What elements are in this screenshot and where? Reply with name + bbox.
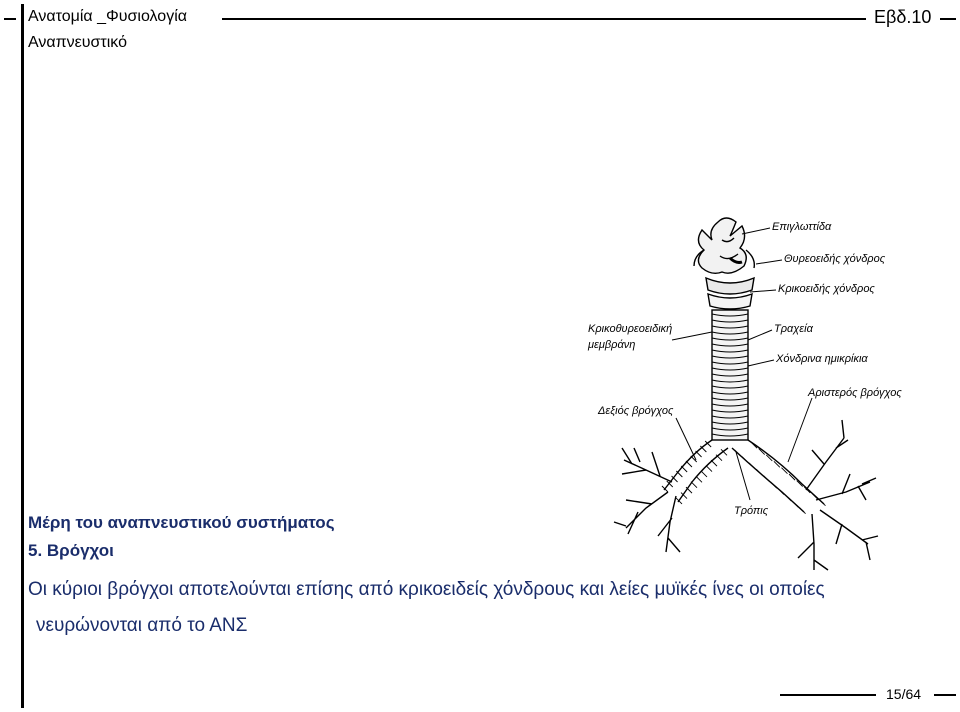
- label-cartilage-rings: Χόνδρινα ημικρίκια: [776, 353, 868, 365]
- bronchial-ring: [800, 508, 806, 514]
- label-trachea: Τραχεία: [774, 323, 813, 335]
- bronchial-ring: [701, 471, 707, 477]
- bronchial-ring: [696, 476, 702, 482]
- label-right-bronchus: Δεξιός βρόγχος: [598, 405, 674, 417]
- body-text-line-2: νευρώνονται από το ΑΝΣ: [36, 615, 248, 636]
- bronchial-ring: [785, 495, 791, 501]
- header-left-dash: [4, 18, 16, 20]
- footer-rule: [780, 694, 876, 696]
- left-vertical-rule: [21, 4, 24, 708]
- footer-right-dash: [934, 694, 956, 696]
- larynx-illustration: [694, 218, 754, 309]
- section-subtitle: 5. Βρόγχοι: [28, 541, 114, 560]
- bronchial-ring: [706, 466, 712, 472]
- header-rule: [222, 18, 866, 20]
- bronchial-ring: [696, 451, 702, 457]
- trachea-illustration: [712, 310, 748, 440]
- bronchial-ring: [735, 450, 741, 456]
- bronchial-ring: [792, 501, 798, 507]
- chapter-subtitle: Αναπνευστικό: [28, 34, 128, 51]
- bronchial-ring: [691, 482, 697, 488]
- bronchial-ring: [778, 489, 784, 495]
- label-cricothyroid-membrane-2: μεμβράνη: [588, 339, 636, 351]
- label-cricoid-cartilage: Κρικοειδής χόνδρος: [778, 283, 875, 295]
- bronchial-ring: [819, 500, 825, 506]
- body-text-line-1: Οι κύριοι βρόγχοι αποτελούνται επίσης από κρικοειδείς χόνδρους και λείες μυϊκές ίνες οι οποίες: [28, 579, 825, 600]
- bronchial-tree-diagram: [580, 200, 950, 580]
- label-left-bronchus: Αριστερός βρόγχος: [808, 387, 902, 399]
- section-title: Μέρη του αναπνευστικού συστήματος: [28, 513, 335, 532]
- bronchial-ring: [749, 463, 755, 469]
- label-epiglottis: Επιγλωττίδα: [772, 221, 832, 233]
- header-right-dash: [940, 18, 956, 20]
- week-label: Εβδ.10: [874, 7, 932, 27]
- label-cricothyroid-membrane-1: Κρικοθυρεοειδική: [588, 323, 673, 335]
- page-number: 15/64: [886, 686, 922, 702]
- bronchi-illustration: [614, 420, 878, 570]
- bronchial-ring: [742, 457, 748, 463]
- bronchial-ring: [812, 493, 818, 499]
- bronchial-ring: [764, 476, 770, 482]
- bronchial-ring: [681, 466, 687, 472]
- bronchial-ring: [711, 460, 717, 466]
- bronchial-ring: [676, 498, 682, 504]
- label-thyroid-cartilage: Θυρεοειδής χόνδρος: [784, 253, 886, 265]
- bronchial-ring: [686, 461, 692, 467]
- course-title: Ανατομία _Φυσιολογία: [28, 8, 187, 25]
- bronchial-ring: [756, 469, 762, 475]
- label-carina: Τρόπις: [734, 505, 769, 517]
- bronchial-ring: [771, 482, 777, 488]
